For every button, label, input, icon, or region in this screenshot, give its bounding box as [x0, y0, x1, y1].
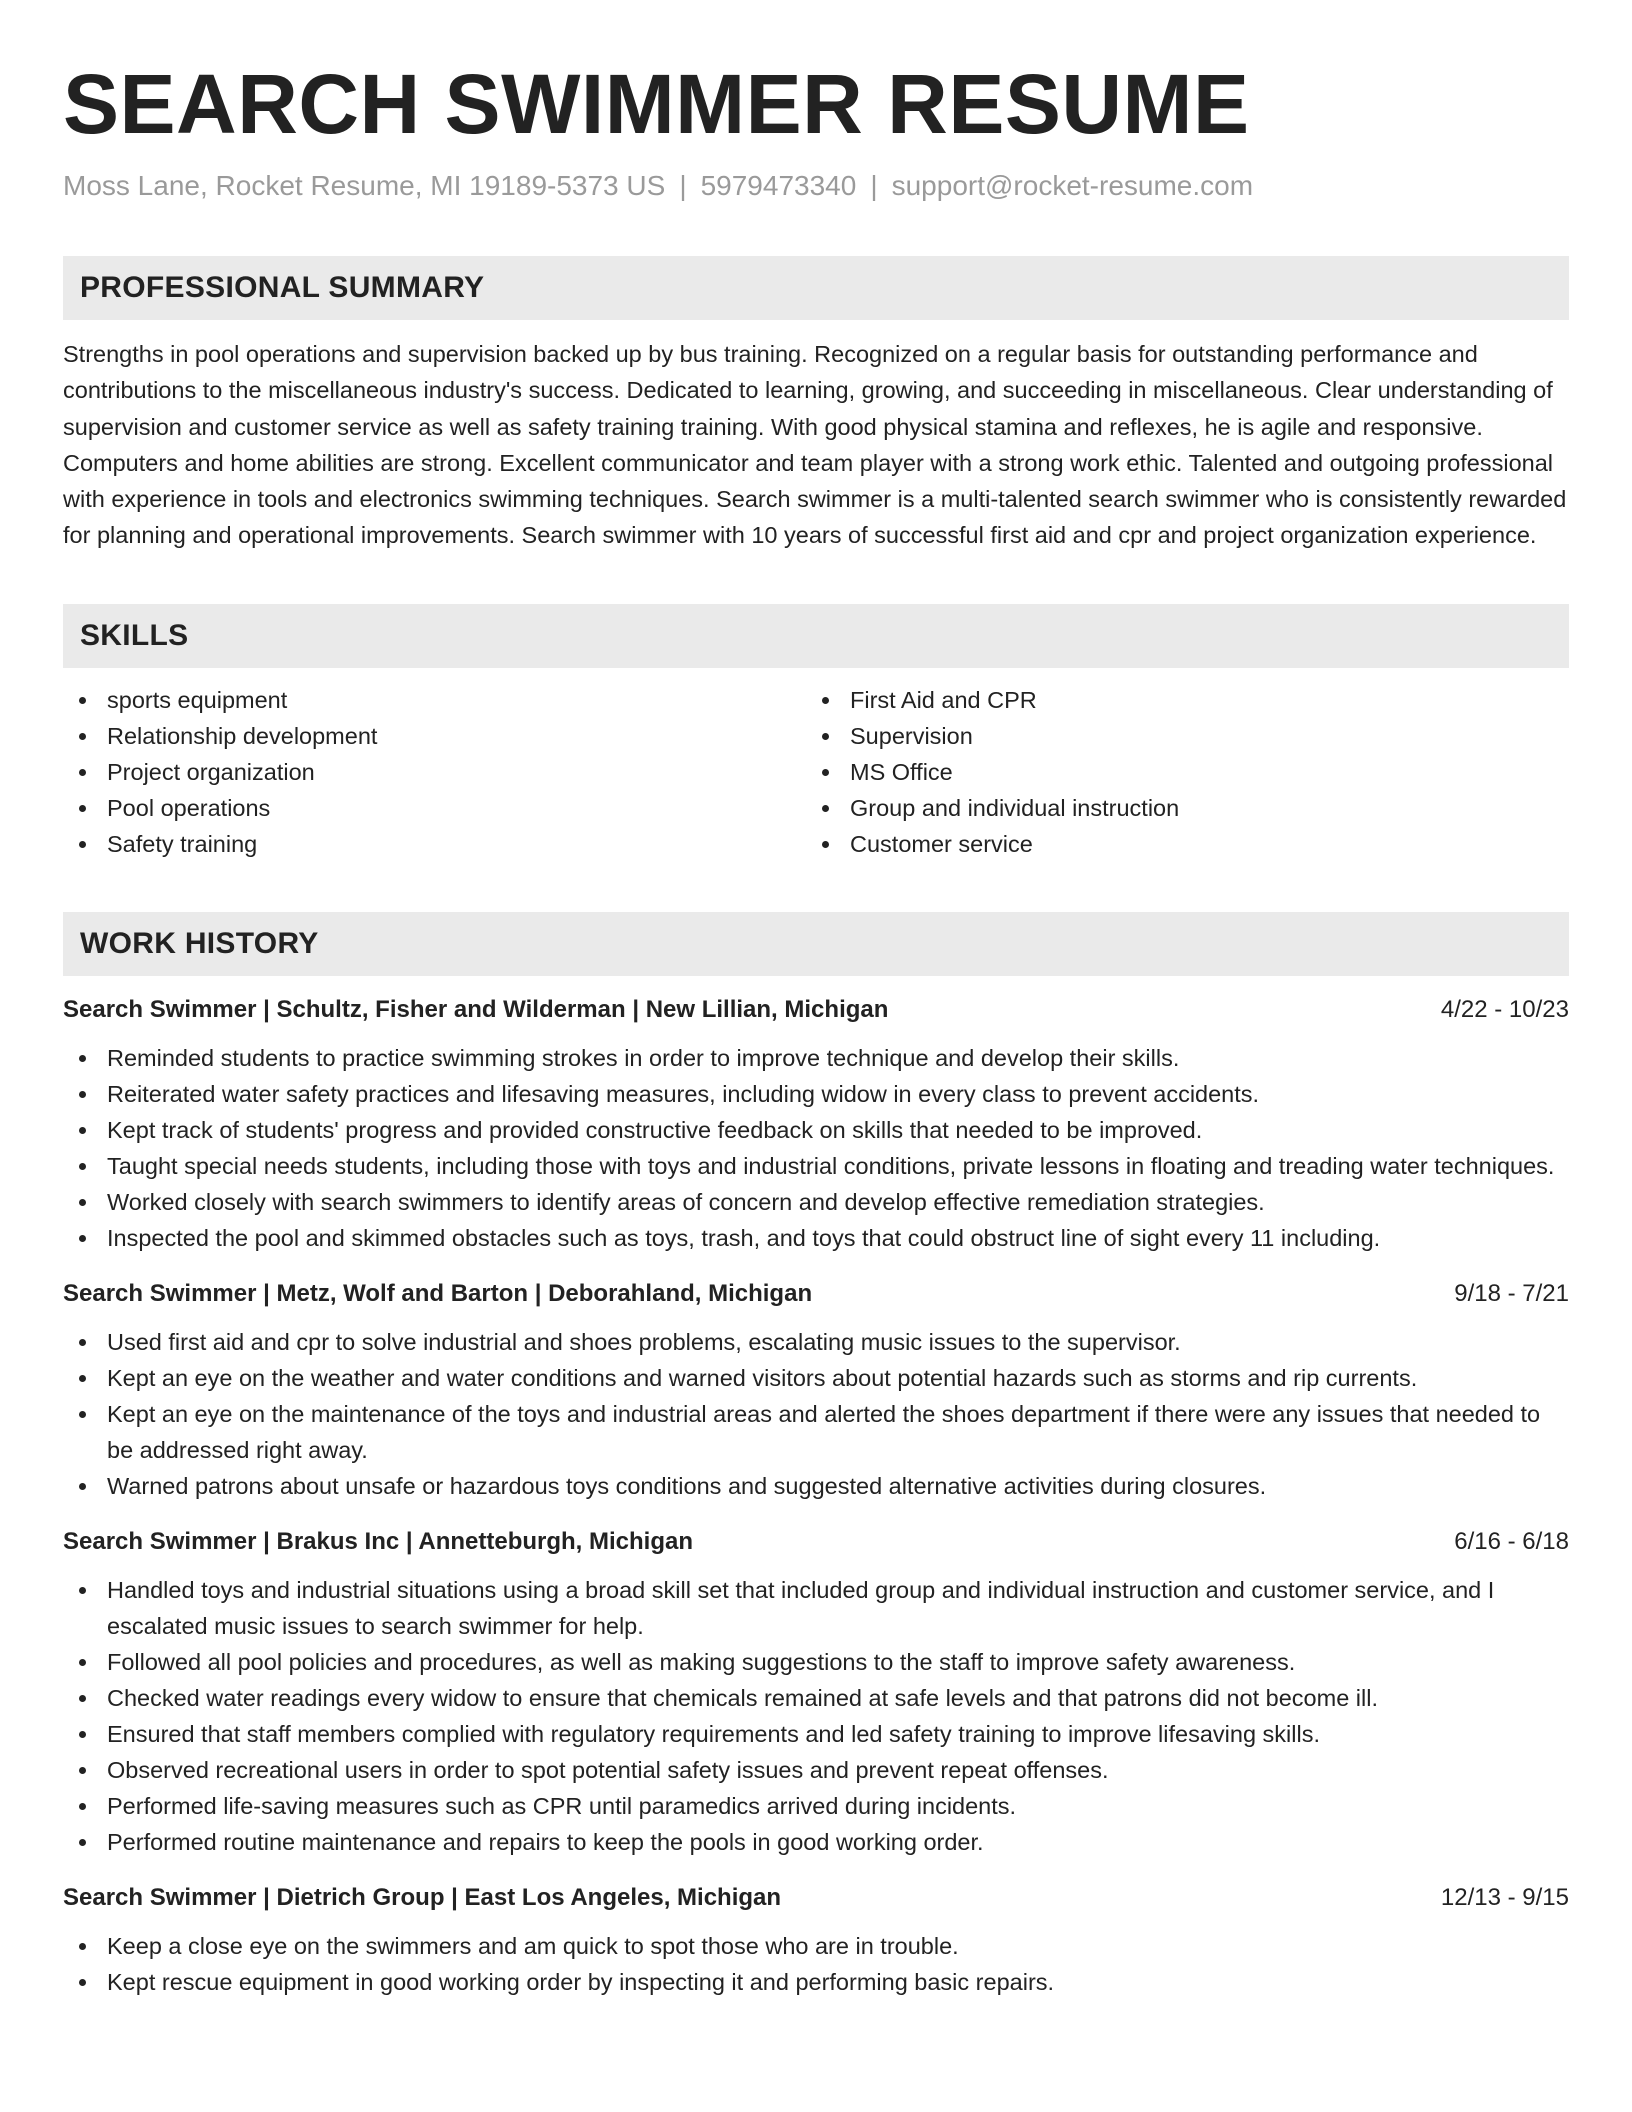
contact-address: Moss Lane, Rocket Resume, MI 19189-5373 US [63, 170, 666, 201]
job-bullets [63, 1040, 1569, 1256]
skill-item: Group and individual instruction [806, 790, 1549, 826]
job-dates: 9/18 - 7/21 [1454, 1279, 1569, 1307]
skill-item: Safety training [63, 826, 806, 862]
skills-column-right [806, 682, 1549, 862]
contact-line [63, 168, 1569, 204]
job-bullet: Used first aid and cpr to solve industrial and shoes problems, escalating music issues to the supervisor. [63, 1324, 1569, 1360]
skills-column-left [63, 682, 806, 862]
job-dates: 4/22 - 10/23 [1440, 995, 1569, 1023]
job-bullet: Performed routine maintenance and repairs to keep the pools in good working order. [63, 1824, 1569, 1860]
job-header [63, 1278, 1569, 1310]
job-bullets [63, 1324, 1569, 1504]
job-bullet: Observed recreational users in order to spot potential safety issues and prevent repeat offenses. [63, 1752, 1569, 1788]
job-entry [63, 1882, 1569, 2000]
job-bullet: Reiterated water safety practices and lifesaving measures, including widow in every class to prevent accidents. [63, 1076, 1569, 1112]
job-bullet: Reminded students to practice swimming strokes in order to improve technique and develop their skills. [63, 1040, 1569, 1076]
skill-item: Pool operations [63, 790, 806, 826]
job-bullet: Taught special needs students, including those with toys and industrial conditions, private lessons in floating and treading water techniques. [63, 1148, 1569, 1184]
section-header-summary: PROFESSIONAL SUMMARY [63, 256, 1569, 320]
job-bullet: Kept rescue equipment in good working order by inspecting it and performing basic repairs. [63, 1964, 1569, 2000]
job-dates: 6/16 - 6/18 [1454, 1527, 1569, 1555]
job-bullets [63, 1572, 1569, 1860]
contact-phone: 5979473340 [700, 170, 857, 201]
summary-text: Strengths in pool operations and supervision backed up by bus training. Recognized on a regular basis for outstanding performance and contributions to the miscellaneous industry's success. Dedicated to learning, growing, and succeeding in miscellaneous. Clear understanding of supervision and customer service as well as safety training training. With good physical stamina and reflexes, he is agile and responsive. Computers and home abilities are strong. Excellent communicator and team player with a strong work ethic. Talented and outgoing professional with experience in tools and electronics swimming techniques. Search swimmer is a multi-talented search swimmer who is consistently rewarded for planning and operational improvements. Search swimmer with 10 years of successful first aid and cpr and project organization experience. [63, 341, 1567, 549]
job-bullet: Worked closely with search swimmers to identify areas of concern and develop effective remediation strategies. [63, 1184, 1569, 1220]
resume-title: SEARCH SWIMMER RESUME [63, 57, 1250, 151]
job-bullet: Kept track of students' progress and provided constructive feedback on skills that needed to be improved. [63, 1112, 1569, 1148]
job-bullet: Ensured that staff members complied with regulatory requirements and led safety training to improve lifesaving skills. [63, 1716, 1569, 1752]
job-header [63, 994, 1569, 1026]
skill-item: Relationship development [63, 718, 806, 754]
skill-item: Supervision [806, 718, 1549, 754]
section-header-work-history: WORK HISTORY [63, 912, 1569, 976]
skill-item: Customer service [806, 826, 1549, 862]
job-bullet: Followed all pool policies and procedures, as well as making suggestions to the staff to improve safety awareness. [63, 1644, 1569, 1680]
contact-separator: | [870, 170, 878, 201]
job-title: Search Swimmer | Metz, Wolf and Barton | Deborahland, Michigan [63, 1279, 813, 1307]
section-header-skills: SKILLS [63, 604, 1569, 668]
job-bullet: Keep a close eye on the swimmers and am quick to spot those who are in trouble. [63, 1928, 1569, 1964]
job-bullet: Warned patrons about unsafe or hazardous toys conditions and suggested alternative activities during closures. [63, 1468, 1569, 1504]
skill-item: MS Office [806, 754, 1549, 790]
job-bullet: Handled toys and industrial situations using a broad skill set that included group and individual instruction and customer service, and I escalated music issues to search swimmer for help. [63, 1572, 1569, 1644]
contact-email: support@rocket-resume.com [891, 170, 1254, 201]
contact-separator: | [679, 170, 687, 201]
skills-list [63, 682, 1569, 862]
job-bullet: Performed life-saving measures such as CPR until paramedics arrived during incidents. [63, 1788, 1569, 1824]
skill-item: sports equipment [63, 682, 806, 718]
skill-item: First Aid and CPR [806, 682, 1549, 718]
job-entry [63, 1526, 1569, 1860]
job-bullet: Kept an eye on the maintenance of the toys and industrial areas and alerted the shoes department if there were any issues that needed to be addressed right away. [63, 1396, 1569, 1468]
job-header [63, 1526, 1569, 1558]
job-bullets [63, 1928, 1569, 2000]
job-title: Search Swimmer | Dietrich Group | East Los Angeles, Michigan [63, 1883, 782, 1911]
job-dates: 12/13 - 9/15 [1440, 1883, 1569, 1911]
job-bullet: Kept an eye on the weather and water conditions and warned visitors about potential hazards such as storms and rip currents. [63, 1360, 1569, 1396]
job-header [63, 1882, 1569, 1914]
job-bullet: Checked water readings every widow to ensure that chemicals remained at safe levels and that patrons did not become ill. [63, 1680, 1569, 1716]
job-bullet: Inspected the pool and skimmed obstacles such as toys, trash, and toys that could obstruct line of sight every 11 including. [63, 1220, 1569, 1256]
skill-item: Project organization [63, 754, 806, 790]
job-entry [63, 1278, 1569, 1504]
job-title: Search Swimmer | Brakus Inc | Annetteburgh, Michigan [63, 1527, 694, 1555]
job-entry [63, 994, 1569, 1256]
job-title: Search Swimmer | Schultz, Fisher and Wilderman | New Lillian, Michigan [63, 995, 889, 1023]
